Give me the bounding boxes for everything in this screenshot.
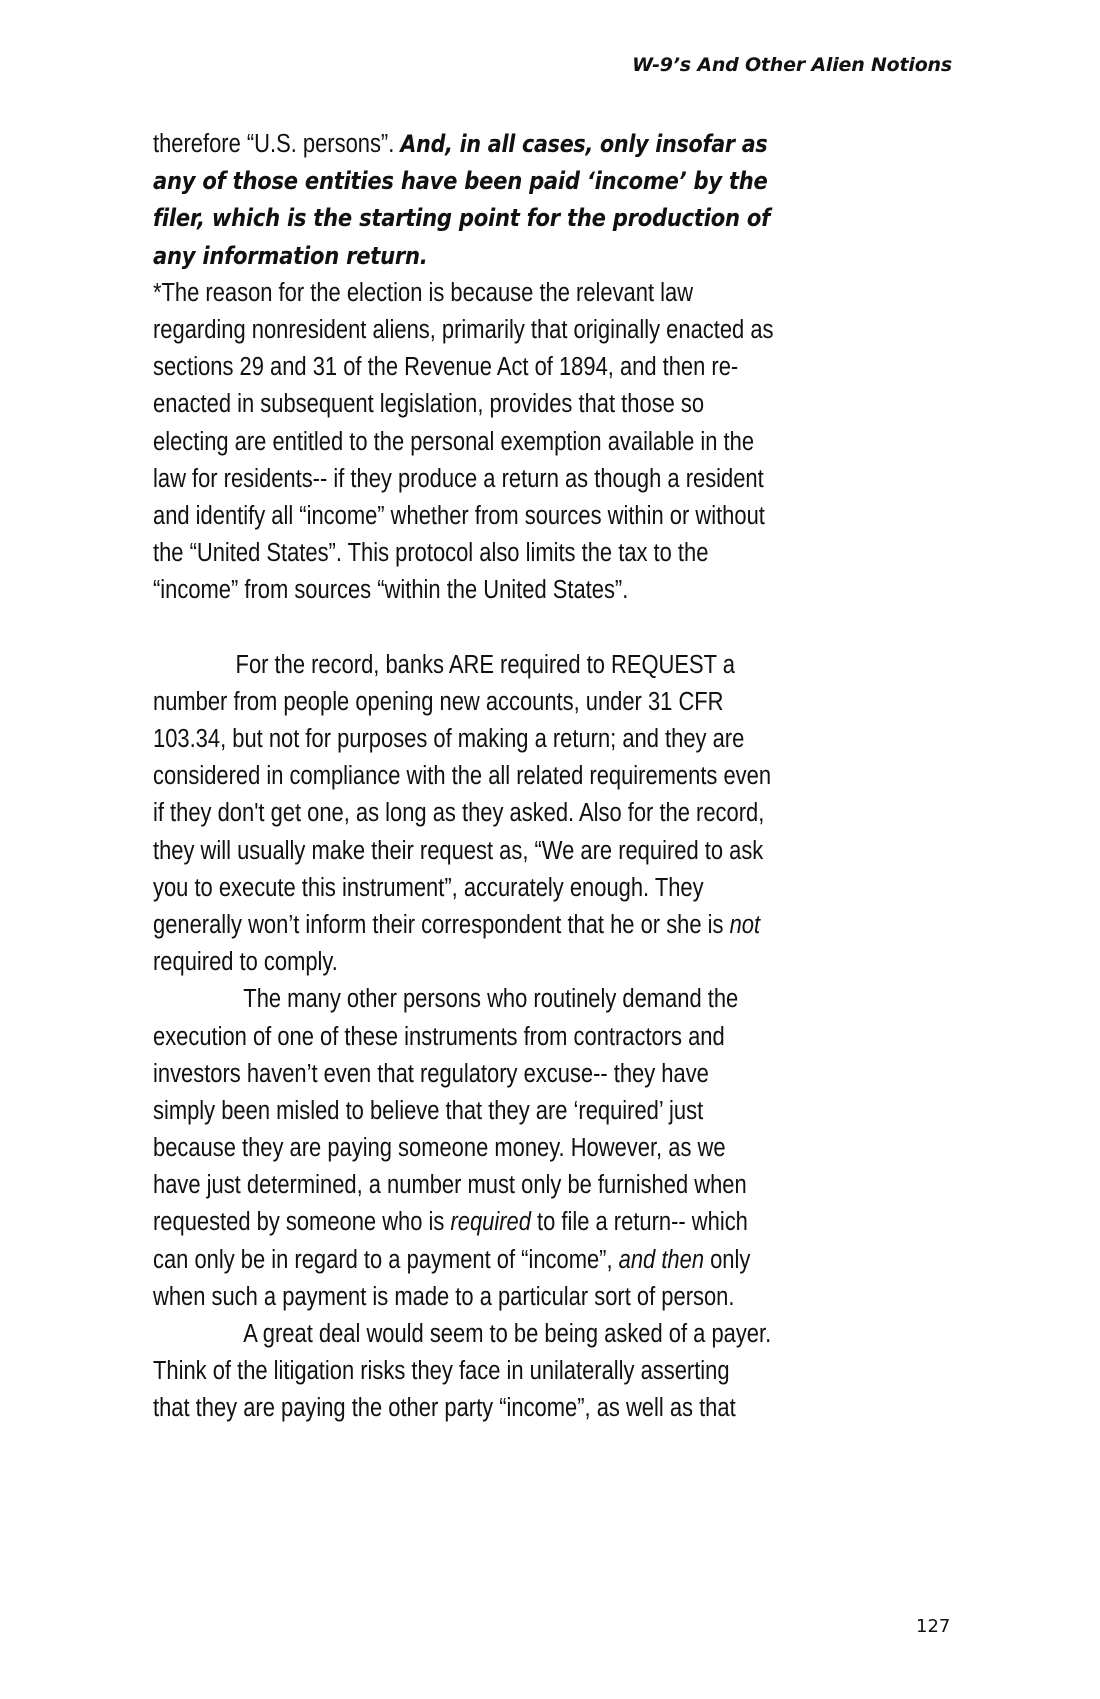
text-line: simply been misled to believe that they are ‘required’ just	[153, 1096, 704, 1125]
paragraph-start-line: A great deal would seem to be being asked of a payer.	[243, 1320, 772, 1348]
text-line: Think of the litigation risks they face in unilaterally asserting	[153, 1357, 730, 1386]
paragraph-gap	[153, 609, 913, 646]
text-line: if they don't get one, as long as they asked. Also for the record,	[153, 799, 765, 828]
emphasis-span: And, in all cases, only insofar as	[400, 130, 768, 158]
text-line: required to comply.	[153, 948, 338, 977]
italic-span: and then	[618, 1245, 705, 1274]
text-line	[153, 126, 807, 163]
footnote-line: *The reason for the election is because the relevant law	[153, 278, 694, 307]
text-line: considered in compliance with the all related requirements even	[153, 762, 772, 791]
text-line: regarding nonresident aliens, primarily that originally enacted as	[153, 315, 774, 344]
text-line: number from people opening new accounts, under 31 CFR	[153, 687, 724, 716]
text-line	[153, 907, 807, 944]
emphasis-line: any information return.	[153, 241, 428, 270]
text-line: electing are entitled to the personal exemption available in the	[153, 427, 755, 456]
italic-span: not	[729, 910, 761, 939]
text-span: requested by someone who is	[153, 1208, 451, 1237]
text-span: generally won’t inform their correspondent that he or she is	[153, 910, 730, 939]
emphasis-line: any of those entities have been paid ‘income’ by the	[153, 167, 768, 196]
text-span: only	[704, 1245, 751, 1274]
text-line: “income” from sources “within the United States”.	[153, 576, 629, 605]
text-span: therefore “U.S. persons”.	[153, 130, 401, 158]
text-line: enacted in subsequent legislation, provides that those so	[153, 390, 705, 419]
page-body	[153, 126, 913, 1428]
text-line: because they are paying someone money. However, as we	[153, 1134, 726, 1163]
text-line: you to execute this instrument”, accurately enough. They	[153, 873, 704, 902]
running-header-title: W-9’s And Other Alien Notions	[632, 54, 952, 76]
text-line: have just determined, a number must only be furnished when	[153, 1171, 747, 1200]
text-line: when such a payment is made to a particular sort of person.	[153, 1282, 735, 1311]
text-line: 103.34, but not for purposes of making a return; and they are	[153, 725, 745, 753]
text-line: and identify all “income” whether from sources within or without	[153, 501, 765, 530]
text-span: to file a return-- which	[530, 1208, 748, 1237]
page-number: 127	[916, 1616, 951, 1637]
text-line	[153, 1242, 807, 1279]
paragraph-start-line: The many other persons who routinely demand the	[243, 985, 739, 1014]
text-line: the “United States”. This protocol also limits the tax to the	[153, 539, 709, 568]
text-span: can only be in regard to a payment of “income”,	[153, 1245, 619, 1274]
text-line: execution of one of these instruments from contractors and	[153, 1022, 725, 1051]
text-line: that they are paying the other party “income”, as well as that	[153, 1394, 736, 1423]
italic-span: required	[450, 1208, 531, 1237]
emphasis-line: filer, which is the starting point for the production of	[153, 204, 771, 233]
paragraph-start-line: For the record, banks ARE required to REQUEST a	[235, 650, 735, 679]
text-line: law for residents-- if they produce a return as though a resident	[153, 464, 764, 493]
text-line: they will usually make their request as, “We are required to ask	[153, 836, 764, 865]
text-line: investors haven’t even that regulatory excuse-- they have	[153, 1059, 709, 1088]
text-line	[153, 1204, 807, 1241]
text-line: sections 29 and 31 of the Revenue Act of 1894, and then re-	[153, 353, 739, 382]
